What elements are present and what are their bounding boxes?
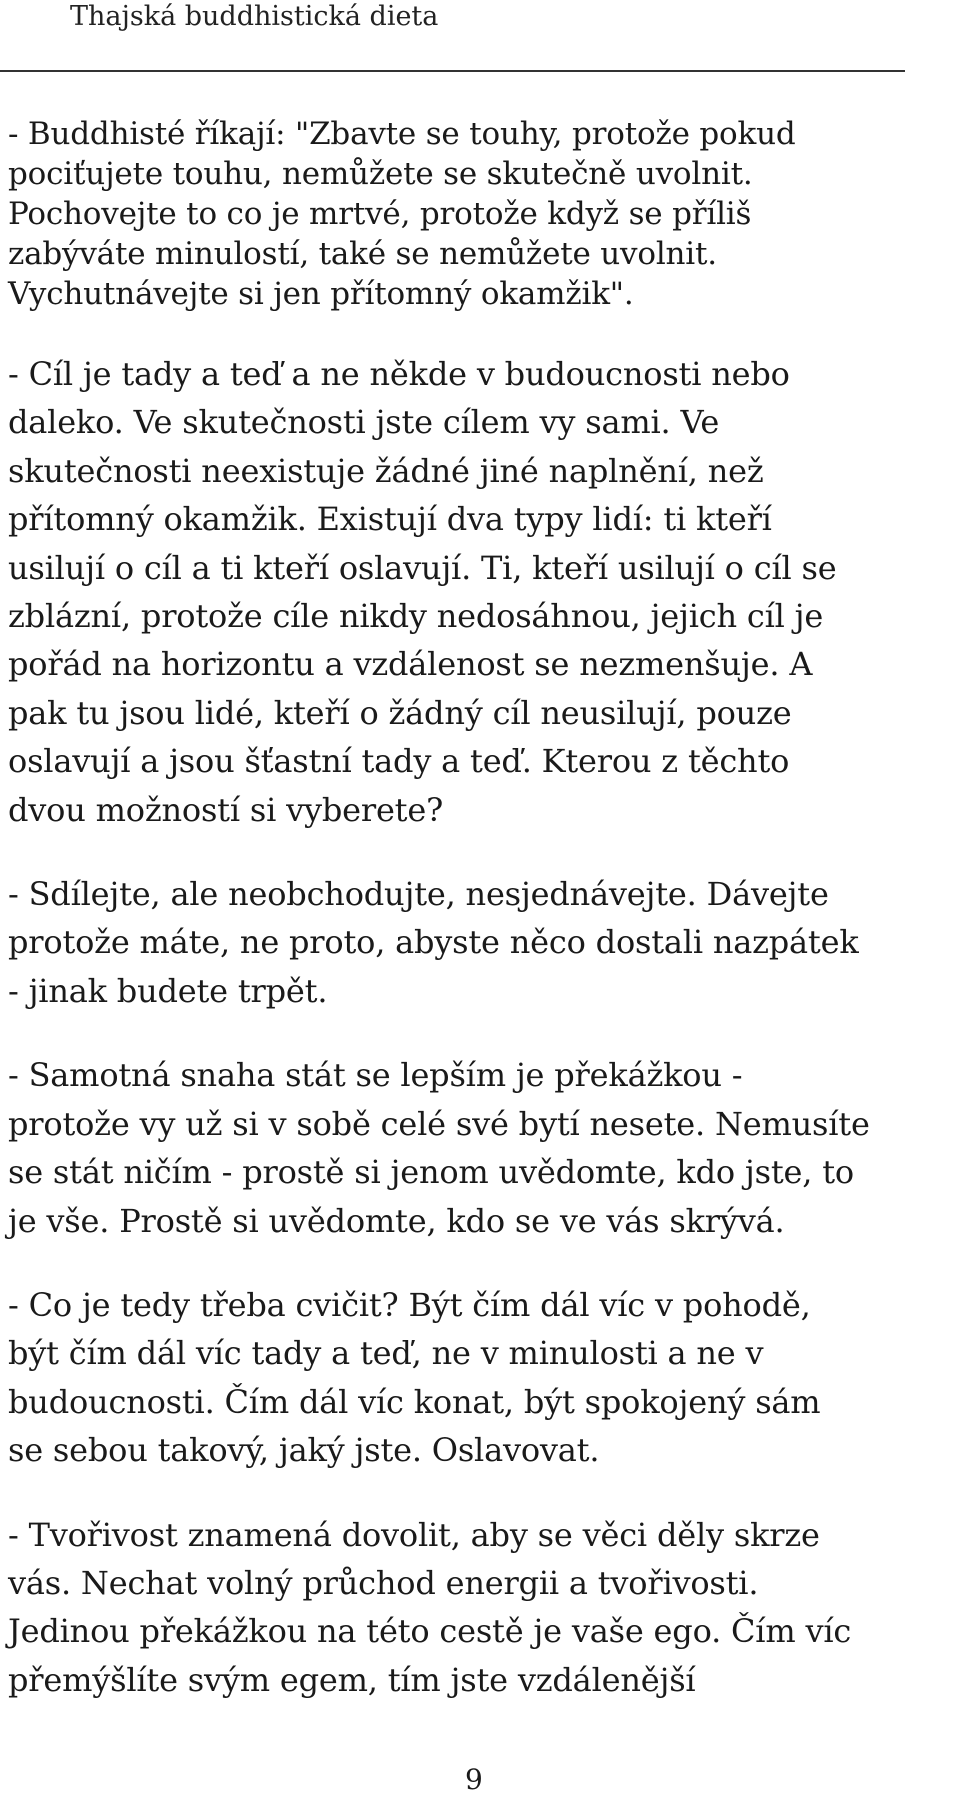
page-body bbox=[8, 114, 953, 1704]
paragraph-creativity: - Tvořivost znamená dovolit, aby se věci děly skrze vás. Nechat volný průchod energii a tvořivosti. Jedinou překážkou na této cestě je vaše ego. Čím víc přemýšlíte svým egem, tím jste vzdálenější bbox=[8, 1515, 852, 1699]
page-number: 9 bbox=[465, 1763, 483, 1796]
paragraph-share-dont-trade: - Sdílejte, ale neobchodujte, nesjednávejte. Dávejte protože máte, ne proto, abyste něco dostali nazpátek - jinak budete trpět. bbox=[8, 875, 859, 1010]
paragraph-striving-obstacle: - Samotná snaha stát se lepším je překážkou - protože vy už si v sobě celé své bytí nesete. Nemusíte se stát ničím - prostě si jenom uvědomte, kdo jste, to je vše. Prostě si uvědomte, kdo se ve vás skrývá. bbox=[8, 1056, 870, 1240]
paragraph-what-to-practice: - Co je tedy třeba cvičit? Být čím dál víc v pohodě, být čím dál víc tady a teď, ne v minulosti a ne v budoucnosti. Čím dál víc konat, být spokojený sám se sebou takový, jaký jste. Oslavovat. bbox=[8, 1285, 821, 1470]
header-divider bbox=[0, 70, 905, 72]
paragraph-buddhist-saying: - Buddhisté říkají: "Zbavte se touhy, protože pokud pociťujete touhu, nemůžete se skutečně uvolnit. Pochovejte to co je mrtvé, protože když se příliš zabýváte minulostí, také se nemůžete uvolnit. Vychutnávejte si jen přítomný okamžik". bbox=[8, 116, 796, 312]
running-header-title: Thajská buddhistická dieta bbox=[70, 1, 439, 32]
paragraph-goal-here-and-now: - Cíl je tady a teď a ne někde v budoucnosti nebo daleko. Ve skutečnosti jste cílem vy sami. Ve skutečnosti neexistuje žádné jiné naplnění, než přítomný okamžik. Existují dva typy lidí: ti kteří usilují o cíl a ti kteří oslavují. Ti, kteří usilují o cíl se zblázní, protože cíle nikdy nedosáhnou, jejich cíl je pořád na horizontu a vzdálenost se nezmenšuje. A pak tu jsou lidé, kteří o žádný cíl neusilují, pouze oslavují a jsou šťastní tady a teď. Kterou z těchto dvou možností si vyberete? bbox=[8, 355, 837, 829]
